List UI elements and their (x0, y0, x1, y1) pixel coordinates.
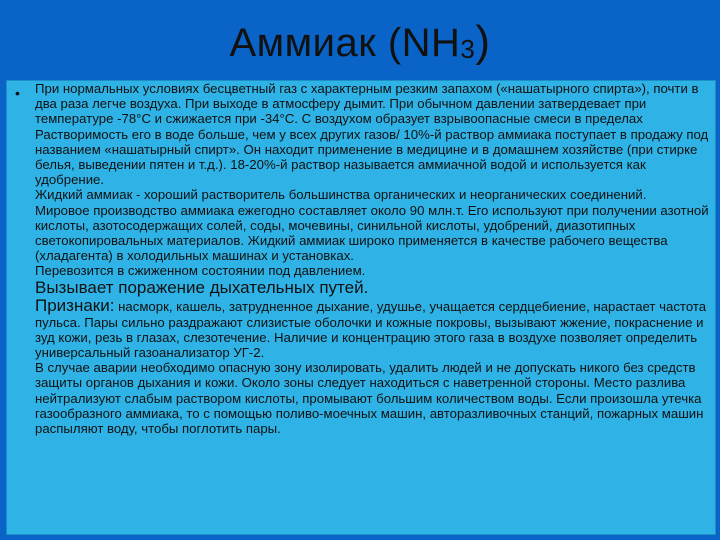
title-close: ) (475, 17, 491, 66)
title-main: Аммиак (NH (229, 21, 461, 65)
paragraph-production: Мировое производство аммиака ежегодно составляет около 90 млн.т. Его используют при получении азотной кислоты, азотосодержащих солей, соды, мочевины, синильной кислоты, удобрений, диазотипных светокопировальных материалов. Жидкий аммиак широко применяется в качестве рабочего вещества (хладагента) в холодильных машинах и установках. (35, 202, 709, 264)
title-subscript: 3 (460, 34, 476, 64)
title-band (0, 0, 720, 78)
signs-label: Признаки: (35, 295, 115, 315)
damage-line: Вызывает поражение дыхательных путей. (35, 277, 369, 297)
paragraph-solubility: Растворимость его в воде больше, чем у всех других газов/ 10%-й раствор аммиака поступает в продажу под названием «нашатырный спирт». Он находит применение в медицине и в домашнем хозяйстве (при стирке белья, выведении пятен и т.д.). 18-20%-й раствор называется аммиачной водой и используется как удобрение. (35, 126, 709, 188)
slide-title (0, 18, 720, 73)
content-body (35, 81, 715, 436)
paragraph-liquid: Жидкий аммиак - хороший растворитель большинства органических и неорганических соединений. (35, 187, 647, 203)
paragraph-properties: При нормальных условиях бесцветный газ с характерным резким запахом («нашатырного спирта»), почти в два раза легче воздуха. При выходе в атмосферу дымит. При обычном давлении затвердевает при температуре -78°С и сжижается при -34°С. С воздухом образует взрывоопасные смеси в пределах (35, 81, 699, 127)
paragraph-accident: В случае аварии необходимо опасную зону изолировать, удалить людей и не допускать никого без средств защиты органов дыхания и кожи. Около зоны следует находиться с наветренной стороны. Место разлива нейтрализуют слабым раствором кислоты, промывают большим количеством воды. Если произошла утечка газообразного аммиака, то с помощью поливо-моечных машин, авторазливочных станций, пожарных машин распыляют воду, чтобы поглотить пары. (35, 360, 704, 437)
content-panel (6, 80, 716, 535)
paragraph-transport: Перевозится в сжиженном состоянии под давлением. (35, 263, 366, 279)
signs-text: насморк, кашель, затрудненное дыхание, удушье, учащается сердцебиение, нарастает частота пульса. Пары сильно раздражают слизистые оболочки и кожные покровы, вызывают жжение, покраснение и зуд кожи, резь в глазах, слезотечение. Наличие и концентрацию этого газа в воздухе позволяет определить универсальный газоанализатор УГ-2. (35, 298, 707, 361)
paragraph-signs (35, 297, 715, 361)
bullet-icon: • (15, 85, 20, 101)
